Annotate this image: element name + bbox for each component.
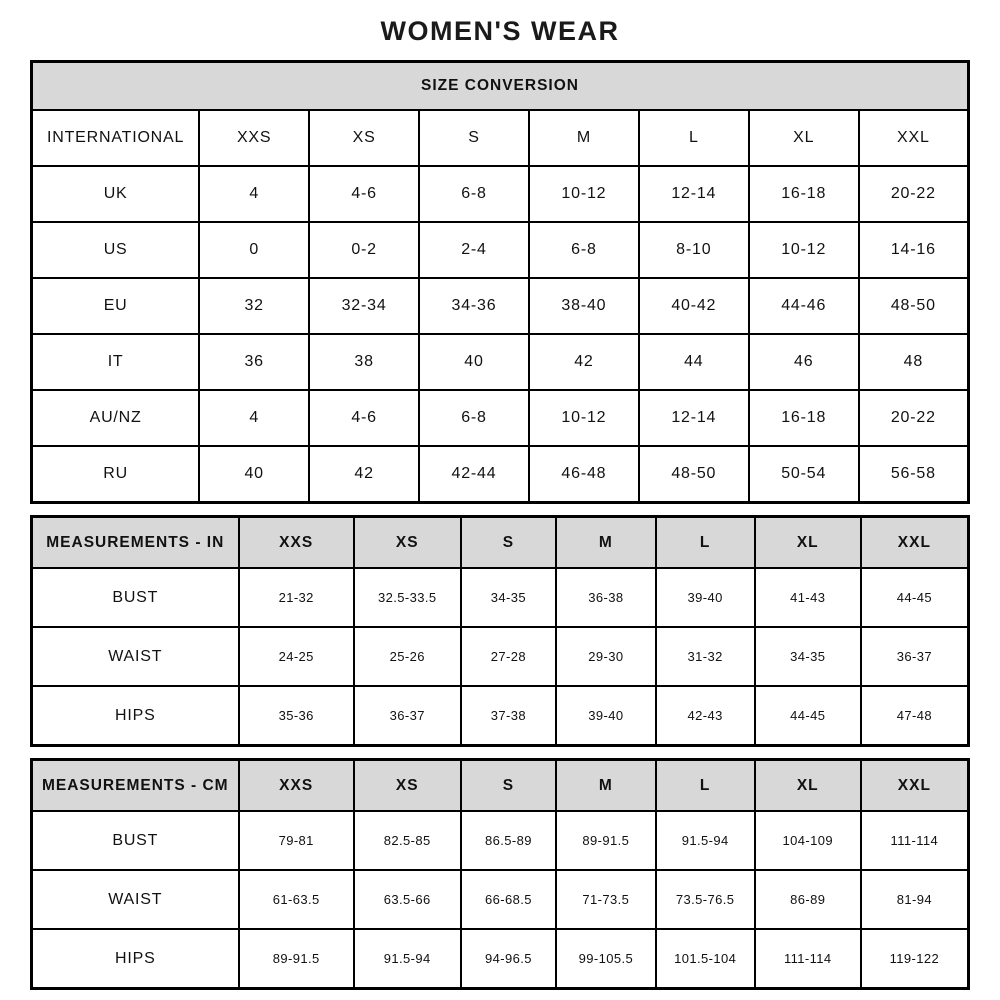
table-cell: 46-48 (529, 446, 639, 503)
table-cell: 25-26 (354, 627, 461, 686)
table-cell: 6-8 (419, 390, 529, 446)
table-cell: 50-54 (749, 446, 859, 503)
row-label: AU/NZ (32, 390, 200, 446)
column-header: XS (354, 760, 461, 812)
table-cell: 42 (309, 446, 419, 503)
column-header: XXS (239, 517, 354, 569)
size-conversion-table (30, 60, 970, 504)
table-row (32, 278, 969, 334)
table-cell: 42-43 (656, 686, 755, 746)
table-cell: 38 (309, 334, 419, 390)
row-label: RU (32, 446, 200, 503)
table-cell: 61-63.5 (239, 870, 354, 929)
table-cell: 56-58 (859, 446, 969, 503)
row-label: IT (32, 334, 200, 390)
column-header: M (556, 760, 655, 812)
table-cell: 29-30 (556, 627, 655, 686)
table-cell: 36 (199, 334, 309, 390)
table-cell: 89-91.5 (239, 929, 354, 989)
row-label: UK (32, 166, 200, 222)
table-cell: 82.5-85 (354, 811, 461, 870)
measurements-in-table (30, 515, 970, 747)
column-header: MEASUREMENTS - IN (32, 517, 239, 569)
column-header: XXL (861, 760, 969, 812)
table-row (32, 627, 969, 686)
column-header: L (656, 517, 755, 569)
table-row (32, 686, 969, 746)
row-label: WAIST (32, 627, 239, 686)
table-cell: 40-42 (639, 278, 749, 334)
table-cell: 44-45 (861, 568, 969, 627)
column-header: M (556, 517, 655, 569)
measurements-cm-table (30, 758, 970, 990)
table-cell: 101.5-104 (656, 929, 755, 989)
table-cell: 35-36 (239, 686, 354, 746)
column-header: S (461, 760, 557, 812)
table-cell: 12-14 (639, 390, 749, 446)
page-title: WOMEN'S WEAR (380, 16, 620, 46)
table-cell: 36-37 (354, 686, 461, 746)
table-cell: 36-38 (556, 568, 655, 627)
table-cell: 20-22 (859, 390, 969, 446)
table-row (32, 568, 969, 627)
table-cell: 34-35 (755, 627, 861, 686)
column-header: XS (354, 517, 461, 569)
column-header: XL (749, 110, 859, 166)
table-cell: 16-18 (749, 166, 859, 222)
column-header: L (639, 110, 749, 166)
table-header-row (32, 110, 969, 166)
column-header: XXS (199, 110, 309, 166)
table-cell: 4-6 (309, 166, 419, 222)
table-cell: 71-73.5 (556, 870, 655, 929)
table-cell: 73.5-76.5 (656, 870, 755, 929)
table-cell: 38-40 (529, 278, 639, 334)
table-cell: 81-94 (861, 870, 969, 929)
table-cell: 20-22 (859, 166, 969, 222)
row-label: WAIST (32, 870, 239, 929)
row-label: BUST (32, 811, 239, 870)
table-title: SIZE CONVERSION (32, 62, 969, 111)
table-header-row (32, 760, 969, 812)
table-row (32, 166, 969, 222)
row-label: EU (32, 278, 200, 334)
table-cell: 47-48 (861, 686, 969, 746)
table-cell: 94-96.5 (461, 929, 557, 989)
table-cell: 32-34 (309, 278, 419, 334)
table-cell: 12-14 (639, 166, 749, 222)
table-cell: 44-45 (755, 686, 861, 746)
table-cell: 104-109 (755, 811, 861, 870)
table-cell: 21-32 (239, 568, 354, 627)
table-cell: 86-89 (755, 870, 861, 929)
column-header: S (461, 517, 557, 569)
row-label: US (32, 222, 200, 278)
table-cell: 40 (419, 334, 529, 390)
column-header: XL (755, 760, 861, 812)
table-cell: 4 (199, 390, 309, 446)
table-cell: 10-12 (529, 166, 639, 222)
table-cell: 24-25 (239, 627, 354, 686)
table-cell: 99-105.5 (556, 929, 655, 989)
table-cell: 6-8 (419, 166, 529, 222)
table-cell: 42 (529, 334, 639, 390)
table-cell: 0-2 (309, 222, 419, 278)
table-cell: 10-12 (749, 222, 859, 278)
row-label: HIPS (32, 929, 239, 989)
table-cell: 4-6 (309, 390, 419, 446)
table-cell: 39-40 (556, 686, 655, 746)
table-cell: 6-8 (529, 222, 639, 278)
table-cell: 40 (199, 446, 309, 503)
table-cell: 63.5-66 (354, 870, 461, 929)
table-cell: 36-37 (861, 627, 969, 686)
table-cell: 48 (859, 334, 969, 390)
table-cell: 66-68.5 (461, 870, 557, 929)
table-cell: 91.5-94 (656, 811, 755, 870)
table-cell: 44 (639, 334, 749, 390)
column-header: S (419, 110, 529, 166)
column-header: MEASUREMENTS - CM (32, 760, 239, 812)
table-row (32, 222, 969, 278)
table-cell: 111-114 (861, 811, 969, 870)
table-cell: 31-32 (656, 627, 755, 686)
table-cell: 34-36 (419, 278, 529, 334)
table-row (32, 870, 969, 929)
table-cell: 10-12 (529, 390, 639, 446)
table-row (32, 446, 969, 503)
table-row (32, 334, 969, 390)
table-cell: 14-16 (859, 222, 969, 278)
column-header: XXL (859, 110, 969, 166)
column-header: XXS (239, 760, 354, 812)
table-cell: 44-46 (749, 278, 859, 334)
table-cell: 4 (199, 166, 309, 222)
table-cell: 91.5-94 (354, 929, 461, 989)
table-cell: 0 (199, 222, 309, 278)
column-header: M (529, 110, 639, 166)
table-cell: 46 (749, 334, 859, 390)
row-label: BUST (32, 568, 239, 627)
table-cell: 34-35 (461, 568, 557, 627)
table-cell: 48-50 (639, 446, 749, 503)
table-cell: 48-50 (859, 278, 969, 334)
table-row (32, 811, 969, 870)
table-cell: 37-38 (461, 686, 557, 746)
column-header: XL (755, 517, 861, 569)
table-cell: 111-114 (755, 929, 861, 989)
table-row (32, 390, 969, 446)
row-label: HIPS (32, 686, 239, 746)
table-cell: 8-10 (639, 222, 749, 278)
table-header-row (32, 517, 969, 569)
column-header: XS (309, 110, 419, 166)
table-row (32, 929, 969, 989)
table-cell: 119-122 (861, 929, 969, 989)
column-header: L (656, 760, 755, 812)
table-cell: 27-28 (461, 627, 557, 686)
table-cell: 89-91.5 (556, 811, 655, 870)
table-cell: 32.5-33.5 (354, 568, 461, 627)
table-cell: 86.5-89 (461, 811, 557, 870)
table-cell: 2-4 (419, 222, 529, 278)
table-cell: 42-44 (419, 446, 529, 503)
table-cell: 79-81 (239, 811, 354, 870)
table-cell: 41-43 (755, 568, 861, 627)
column-header: INTERNATIONAL (32, 110, 200, 166)
table-title-row (32, 62, 969, 111)
table-cell: 39-40 (656, 568, 755, 627)
table-cell: 32 (199, 278, 309, 334)
table-cell: 16-18 (749, 390, 859, 446)
column-header: XXL (861, 517, 969, 569)
